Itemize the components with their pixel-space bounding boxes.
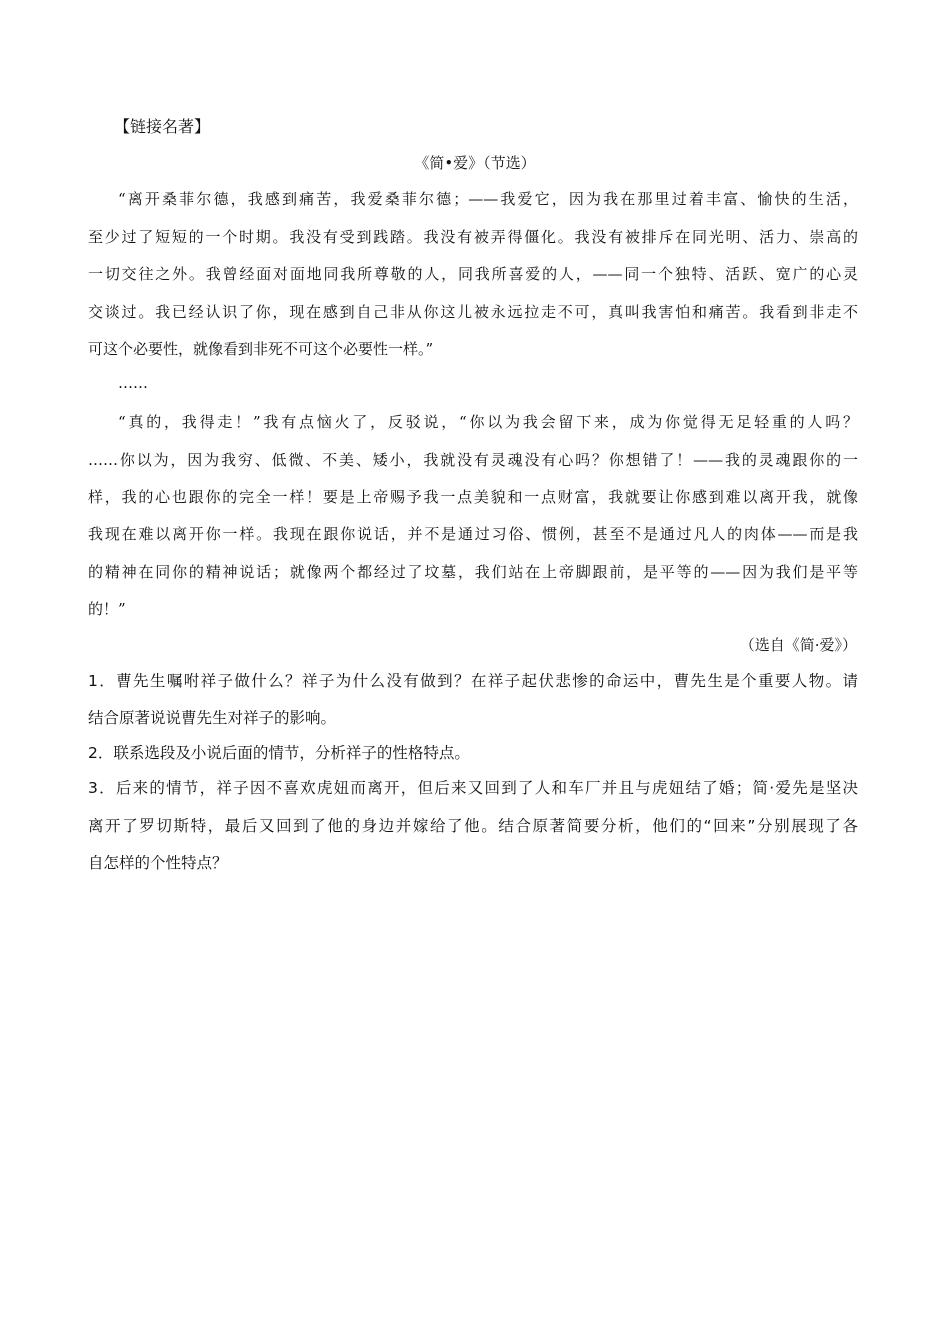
passage-line: ……你以为，因为我穷、低微、不美、矮小，我就没有灵魂没有心吗？你想错了！——我的灵魂跟你的一 xyxy=(88,451,858,469)
source-citation: （选自《简·爱》） xyxy=(739,636,857,654)
section-heading: 【链接名著】 xyxy=(114,117,211,136)
passage-ellipsis: …… xyxy=(118,374,148,392)
question-3-line: 3．后来的情节，祥子因不喜欢虎妞而离开，但后来又回到了人和车厂并且与虎妞结了婚；简·爱先是坚决 xyxy=(88,779,858,797)
passage-line: 可这个必要性，就像看到非死不可这个必要性一样。” xyxy=(88,340,434,358)
question-1-line: 结合原著说说曹先生对祥子的影响。 xyxy=(88,709,337,727)
passage-line: “真的，我得走！”我有点恼火了，反驳说，“你以为我会留下来，成为你觉得无足轻重的人吗？ xyxy=(118,413,858,431)
passage-line: 我现在难以离开你一样。我现在跟你说话，并不是通过习俗、惯例，甚至不是通过凡人的肉体——而是我 xyxy=(88,525,858,543)
passage-line: 一切交往之外。我曾经面对面地同我所尊敬的人，同我所喜爱的人，——同一个独特、活跃、宽广的心灵 xyxy=(88,265,858,283)
passage-line: 至少过了短短的一个时期。我没有受到践踏。我没有被弄得僵化。我没有被排斥在同光明、活力、崇高的 xyxy=(88,228,858,246)
question-3-line: 自怎样的个性特点？ xyxy=(88,854,228,872)
passage-line: 样，我的心也跟你的完全一样！要是上帝赐予我一点美貌和一点财富，我就要让你感到难以离开我，就像 xyxy=(88,488,858,506)
passage-line: 的！” xyxy=(88,600,126,618)
passage-line: 交谈过。我已经认识了你，现在感到自己非从你这儿被永远拉走不可，真叫我害怕和痛苦。我看到非走不 xyxy=(88,303,858,321)
passage-line: “离开桑菲尔德，我感到痛苦，我爱桑菲尔德；——我爱它，因为我在那里过着丰富、愉快的生活， xyxy=(118,190,858,208)
question-2: 2．联系选段及小说后面的情节，分析祥子的性格特点。 xyxy=(88,744,470,762)
passage-line: 的精神在同你的精神说话；就像两个都经过了坟墓，我们站在上帝脚跟前，是平等的——因为我们是平等 xyxy=(88,563,858,581)
excerpt-title: 《简•爱》（节选） xyxy=(414,154,536,172)
question-1-line: 1．曹先生嘱咐祥子做什么？祥子为什么没有做到？在祥子起伏悲惨的命运中，曹先生是个重要人物。请 xyxy=(88,672,858,690)
question-3-line: 离开了罗切斯特，最后又回到了他的身边并嫁给了他。结合原著简要分析，他们的“回来”分别展现了各 xyxy=(88,817,858,835)
